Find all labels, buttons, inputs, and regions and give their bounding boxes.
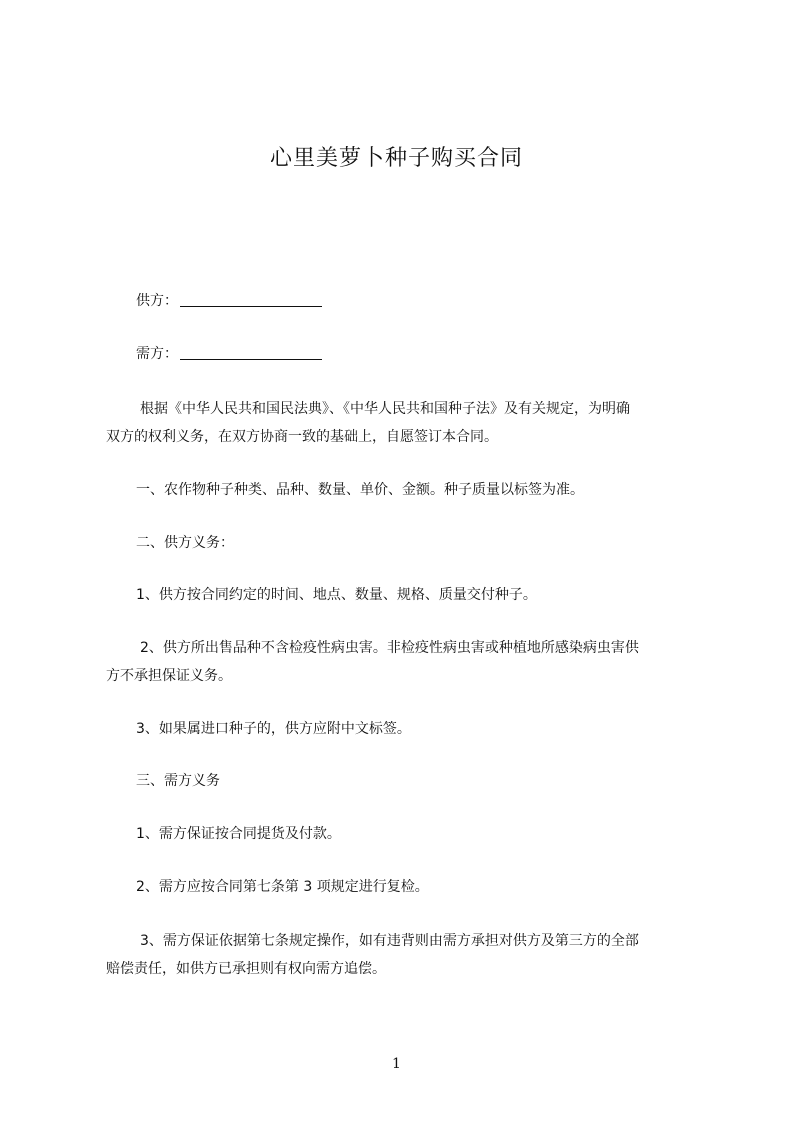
clause-3-item-3-line-2: 赔偿责任，如供方已承担则有权向需方追偿。 [106,961,386,977]
clause-2-item-2-line-2: 方不承担保证义务。 [106,668,232,684]
supplier-line [136,287,322,315]
clause-2-item-2-line-1: 2、供方所出售品种不含检疫性病虫害。非检疫性病虫害或种植地所感染病虫害供 [140,640,639,656]
clause-1: 一、农作物种子种类、品种、数量、单价、金额。种子质量以标签为准。 [136,482,584,498]
clause-3-item-2: 2、需方应按合同第七条第 3 项规定进行复检。 [136,879,429,895]
supplier-label: 供方： [136,293,178,309]
supplier-blank [180,292,322,307]
clause-2-item-1: 1、供方按合同约定的时间、地点、数量、规格、质量交付种子。 [136,587,537,603]
preamble-line-2: 双方的权利义务，在双方协商一致的基础上，自愿签订本合同。 [106,429,498,445]
clause-2-heading: 二、供方义务： [136,535,234,551]
contract-title: 心里美萝卜种子购买合同 [269,146,523,171]
clause-3-item-1: 1、需方保证按合同提货及付款。 [136,826,341,842]
buyer-label: 需方： [136,346,178,362]
clause-2-item-3: 3、如果属进口种子的，供方应附中文标签。 [136,721,411,737]
preamble-line-1: 根据《中华人民共和国民法典》、《中华人民共和国种子法》及有关规定，为明确 [140,401,630,417]
clause-3-heading: 三、需方义务 [136,773,220,789]
buyer-line [136,340,322,368]
clause-3-item-3-line-1: 3、需方保证依据第七条规定操作，如有违背则由需方承担对供方及第三方的全部 [140,933,639,949]
page-number: 1 [392,1056,401,1072]
buyer-blank [180,345,322,360]
